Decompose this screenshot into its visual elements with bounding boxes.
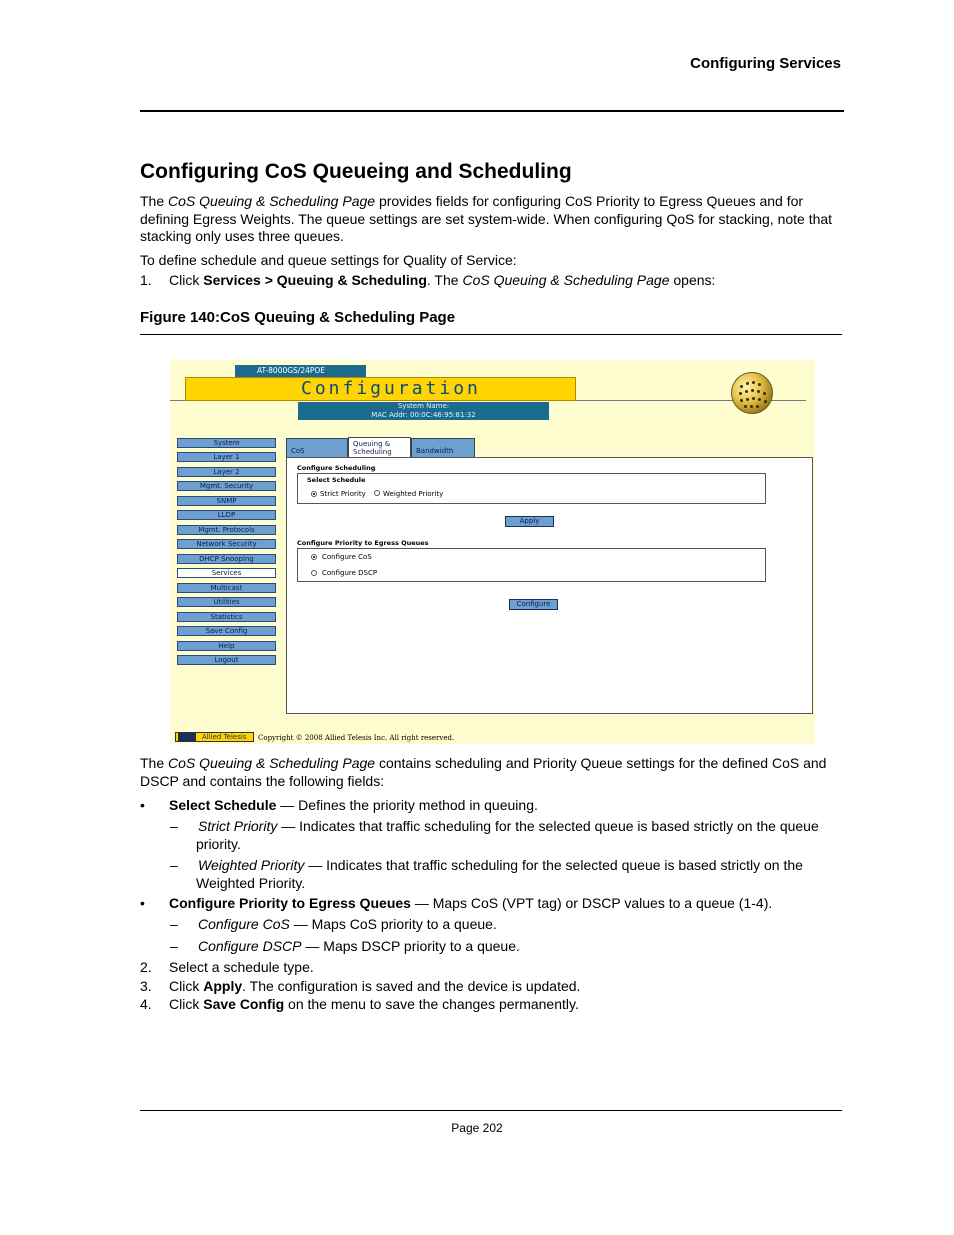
menu-item-network-security[interactable]: Network Security	[177, 539, 276, 549]
running-header: Configuring Services	[690, 55, 841, 72]
select-schedule-group	[297, 473, 766, 504]
device-model-label: AT-8000GS/24POE	[235, 365, 366, 377]
text: on the menu to save the changes permanently.	[284, 996, 579, 1012]
tab-bandwidth[interactable]: Bandwidth	[411, 438, 475, 457]
figure-caption: Figure 140:CoS Queuing & Scheduling Page	[140, 309, 456, 326]
menu-item-services[interactable]: Services	[177, 568, 276, 578]
intro-paragraph	[140, 193, 840, 246]
sub-bullet-text	[198, 938, 520, 956]
weighted-priority-radio[interactable]	[374, 490, 380, 496]
text: — Maps CoS (VPT tag) or DSCP values to a queue (1-4).	[410, 895, 773, 911]
step-4	[140, 996, 579, 1014]
globe-logo-icon	[731, 372, 773, 414]
step-1	[140, 272, 716, 290]
tab-queuing-scheduling[interactable]: Queuing & Scheduling	[348, 437, 411, 457]
configure-dscp-radio[interactable]	[311, 570, 317, 576]
text: Click	[169, 996, 204, 1012]
text: . The	[426, 272, 463, 288]
menu-item-layer-1[interactable]: Layer 1	[177, 452, 276, 462]
step-3	[140, 978, 581, 996]
menu-item-snmp[interactable]: SNMP	[177, 496, 276, 506]
text: The	[140, 755, 169, 771]
text: The	[140, 193, 169, 209]
option-name: Configure DSCP	[198, 938, 302, 954]
system-info	[298, 402, 549, 420]
sub-bullet-text	[198, 916, 497, 934]
page-title: Configuring CoS Queueing and Scheduling	[140, 160, 572, 183]
menu-item-logout[interactable]: Logout	[177, 655, 276, 665]
configure-cos-radio[interactable]	[311, 554, 317, 560]
text: — Indicates that traffic scheduling for the selected queue is based strictly on the	[304, 857, 803, 873]
menu-item-dhcp-snooping[interactable]: DHCP Snooping	[177, 554, 276, 564]
bullet-configure-priority	[140, 895, 773, 913]
weighted-priority-label: Weighted Priority	[383, 490, 444, 498]
page-name-italic: CoS Queuing & Scheduling Page	[462, 272, 670, 288]
dash-glyph: –	[170, 938, 178, 954]
text: . The configuration is saved and the device is updated.	[242, 978, 581, 994]
system-name-label: System Name:	[397, 402, 450, 410]
sub-bullet-configure-cos	[170, 916, 497, 934]
option-name: Strict Priority	[198, 818, 278, 834]
sub-bullet-weighted-priority	[170, 857, 840, 891]
allied-telesis-logo: Allied Telesis	[175, 732, 254, 742]
menu-item-layer-2[interactable]: Layer 2	[177, 467, 276, 477]
text: Click	[169, 978, 204, 994]
dash-glyph: –	[170, 818, 178, 834]
menu-item-utilities[interactable]: Utilities	[177, 597, 276, 607]
configure-cos-label: Configure CoS	[322, 553, 372, 561]
tab-cos[interactable]: CoS	[286, 438, 348, 457]
menu-item-system[interactable]: System	[177, 438, 276, 448]
bullet-text	[169, 797, 538, 815]
banner-line	[170, 400, 185, 401]
step-text	[169, 272, 715, 290]
field-name: Select Schedule	[169, 797, 277, 813]
menu-item-statistics[interactable]: Statistics	[177, 612, 276, 622]
option-name: Weighted Priority	[198, 857, 305, 873]
text: — Maps CoS priority to a queue.	[289, 916, 497, 932]
page-name-italic: CoS Queuing & Scheduling Page	[168, 193, 376, 209]
header-rule	[140, 110, 844, 112]
button-name: Apply	[203, 978, 243, 994]
menu-name: Save Config	[203, 996, 285, 1012]
procedure-intro: To define schedule and queue settings for Quality of Service:	[140, 252, 517, 268]
configure-dscp-label: Configure DSCP	[322, 569, 378, 577]
mac-address: MAC Addr: 00:0C:46:95:81:32	[371, 410, 476, 419]
sub-bullet-text	[198, 857, 803, 875]
step-number: 3.	[140, 978, 152, 994]
fields-intro	[140, 755, 840, 790]
configure-button[interactable]: Configure	[509, 599, 558, 610]
bullet-glyph: •	[140, 797, 145, 813]
step-text: Select a schedule type.	[169, 959, 314, 975]
figure-screenshot	[170, 360, 815, 744]
bullet-select-schedule	[140, 797, 538, 815]
text: — Defines the priority method in queuing.	[276, 797, 538, 813]
configure-scheduling-heading: Configure Scheduling	[297, 464, 376, 472]
bullet-text	[169, 895, 772, 913]
text: — Indicates that traffic scheduling for the selected queue is based strictly on the queue	[277, 818, 819, 834]
text: provides fields for configuring CoS Priority to Egress Queues and for defining Egress Weights. The queue settings are set system-wide. When configuring QoS for stacking, note that stacking only uses three queues.	[140, 193, 833, 244]
sub-bullet-configure-dscp	[170, 938, 520, 956]
menu-item-lldp[interactable]: LLDP	[177, 510, 276, 520]
menu-item-save-config[interactable]: Save Config	[177, 626, 276, 636]
figure-rule	[140, 334, 842, 335]
menu-item-help[interactable]: Help	[177, 641, 276, 651]
configure-priority-heading: Configure Priority to Egress Queues	[297, 539, 429, 547]
field-name: Configure Priority to Egress Queues	[169, 895, 411, 911]
select-schedule-label: Select Schedule	[307, 476, 366, 484]
menu-path: Services > Queuing & Scheduling	[203, 272, 427, 288]
text: Click	[169, 272, 204, 288]
footer-rule	[140, 1110, 842, 1111]
menu-item-mgmt-security[interactable]: Mgmt. Security	[177, 481, 276, 491]
apply-button[interactable]: Apply	[505, 516, 554, 527]
sub-bullet-text	[198, 818, 819, 836]
option-name: Configure CoS	[198, 916, 290, 932]
allied-telesis-mark-icon	[178, 733, 196, 741]
configuration-banner: Configuration	[185, 377, 576, 401]
step-2	[140, 959, 314, 977]
strict-priority-label: Strict Priority	[320, 490, 366, 498]
step-number: 4.	[140, 996, 152, 1012]
page-number: Page 202	[451, 1121, 503, 1135]
sub-bullet-strict-priority	[170, 818, 840, 852]
text: opens:	[669, 272, 716, 288]
menu-item-mgmt-protocols[interactable]: Mgmt. Protocols	[177, 525, 276, 535]
dash-glyph: –	[170, 916, 178, 932]
step-number: 2.	[140, 959, 152, 975]
copyright-notice: Copyright © 2008 Allied Telesis Inc. All right reserved.	[258, 734, 455, 742]
dash-glyph: –	[170, 857, 178, 873]
step-text	[169, 996, 579, 1014]
bullet-glyph: •	[140, 895, 145, 911]
step-text	[169, 978, 580, 996]
step-number: 1.	[140, 272, 152, 288]
page-name-italic: CoS Queuing & Scheduling Page	[168, 755, 376, 771]
menu-item-multicast[interactable]: Multicast	[177, 583, 276, 593]
strict-priority-radio[interactable]	[311, 491, 317, 497]
text: contains scheduling and Priority Queue settings for the defined CoS and DSCP and contains the following fields:	[140, 755, 827, 789]
sub-bullet-continuation: priority.	[196, 835, 241, 852]
sub-bullet-continuation: Weighted Priority.	[196, 874, 306, 891]
text: — Maps DSCP priority to a queue.	[301, 938, 520, 954]
